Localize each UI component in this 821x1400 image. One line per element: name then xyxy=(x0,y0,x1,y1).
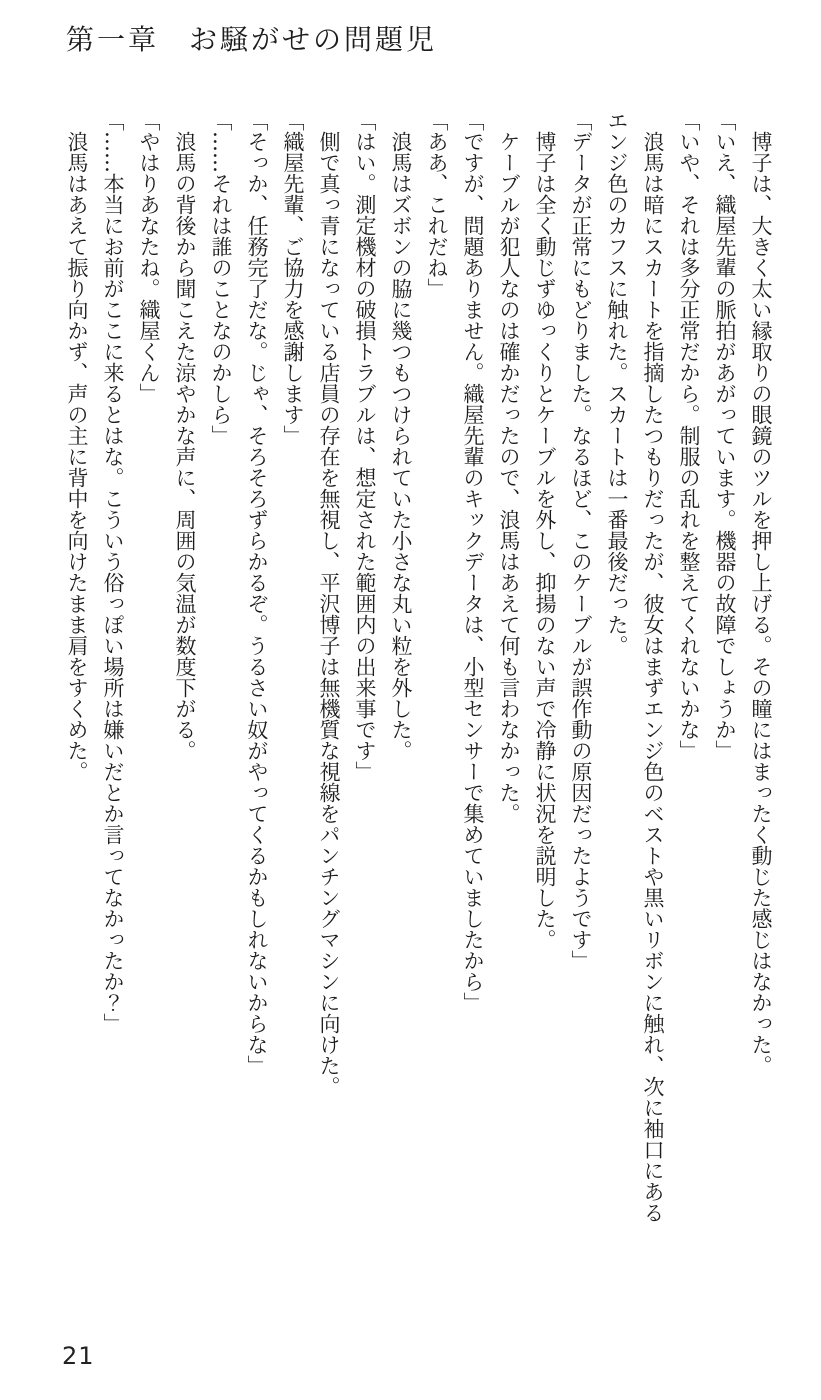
text-line: ケーブルが犯人なのは確かだったので、浪馬はあえて何も言わなかった。 xyxy=(497,110,521,824)
body-text xyxy=(59,110,779,1230)
text-line: 「いや、それは多分正常だから。制服の乱れを整えてくれないかな」 xyxy=(677,110,701,761)
text-line: 「そっか、任務完了だな。じゃ、そろそろずらかるぞ。うるさい奴がやってくるかもしれないからな」 xyxy=(245,110,269,1076)
text-line: 浪馬は暗にスカートを指摘したつもりだったが、彼女はまずエンジ色のベストや黒いリボンに触れ、次に袖口にあるエンジ色のカフスに触れた。スカートは一番最後だった。 xyxy=(605,110,665,1223)
chapter-header xyxy=(66,18,437,58)
text-line: 「織屋先輩、ご協力を感謝します」 xyxy=(281,110,305,446)
text-line: 側で真っ青になっている店員の存在を無視し、平沢博子は無機質な視線をパンチングマシンに向けた。 xyxy=(317,110,341,1097)
text-line: 「はい。測定機材の破損トラブルは、想定された範囲内の出来事です」 xyxy=(353,110,377,782)
chapter-title: お騒がせの問題児 xyxy=(189,23,438,56)
text-line: 「データが正常にもどりました。なるほど、このケーブルが誤作動の原因だったようです」 xyxy=(569,110,593,971)
text-line: 浪馬はズボンの脇に幾つもつけられていた小さな丸い粒を外した。 xyxy=(389,110,413,761)
text-line: 浪馬はあえて振り向かず、声の主に背中を向けたまま肩をすくめた。 xyxy=(65,110,89,782)
text-line: 浪馬の背後から聞こえた涼やかな声に、周囲の気温が数度下がる。 xyxy=(173,110,197,761)
text-line: 「……本当にお前がここに来るとはな。こういう俗っぽい場所は嫌いだとか言ってなかったか？」 xyxy=(101,110,125,1034)
page-number: 21 xyxy=(62,1342,95,1370)
text-line: 博子は、大きく太い縁取りの眼鏡のツルを押し上げる。その瞳にはまったく動じた感じはなかった。 xyxy=(749,110,773,1076)
text-line: 「やはりあなたね。織屋くん」 xyxy=(137,110,161,404)
chapter-number: 第一章 xyxy=(66,23,160,56)
text-line: 「いえ、織屋先輩の脈拍があがっています。機器の故障でしょうか」 xyxy=(713,110,737,761)
text-line: 「……それは誰のことなのかしら」 xyxy=(209,110,233,446)
text-line: 「ああ、これだね」 xyxy=(425,110,449,299)
text-line: 博子は全く動じずゆっくりとケーブルを外し、抑揚のない声で冷静に状況を説明した。 xyxy=(533,110,557,950)
text-line: 「ですが、問題ありません。織屋先輩のキックデータは、小型センサーで集めていましたから」 xyxy=(461,110,485,1013)
